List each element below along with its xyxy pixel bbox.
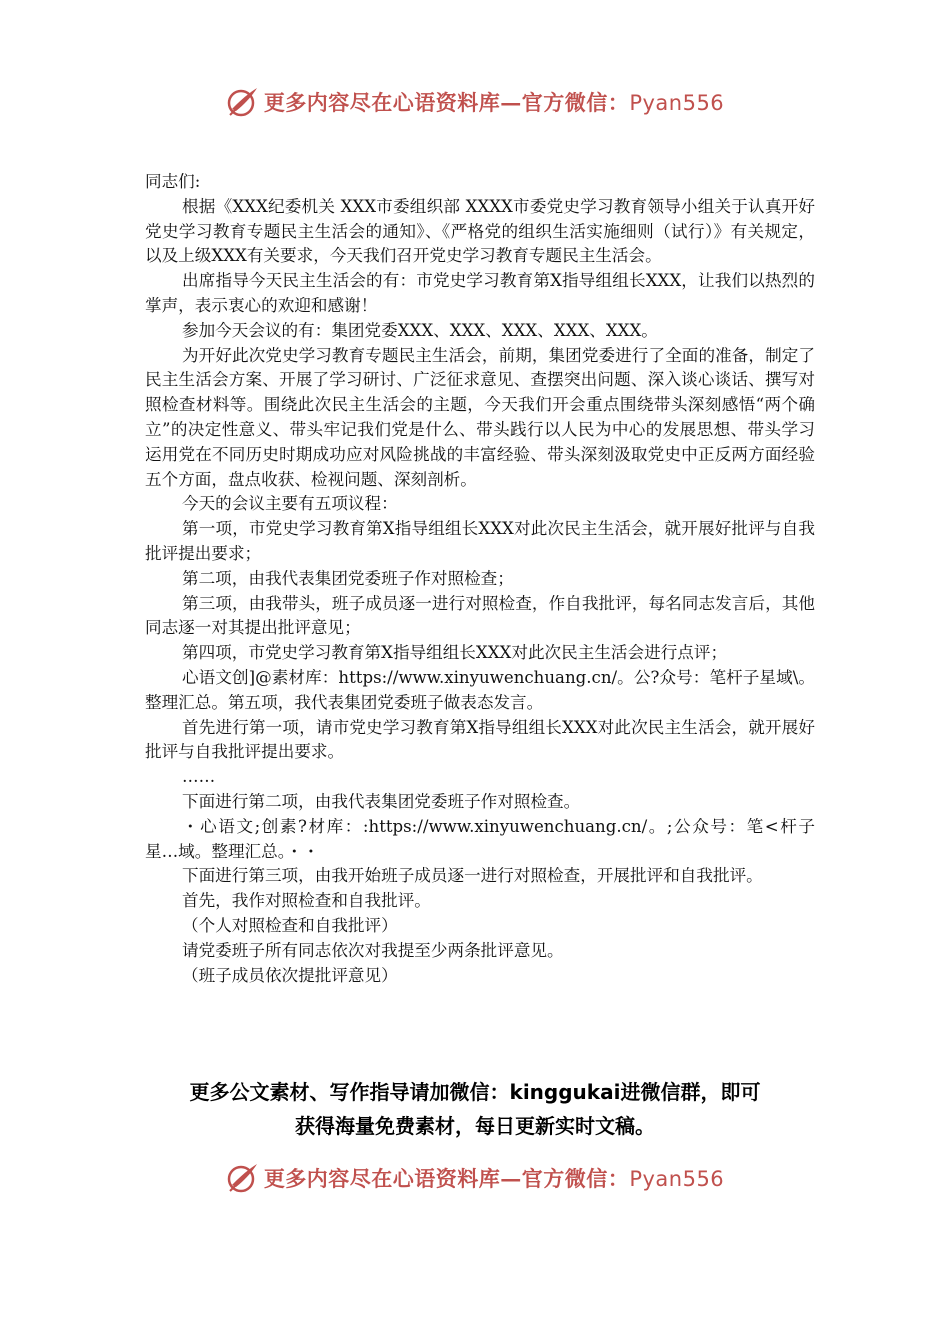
agenda-item: 第一项，市党史学习教育第X指导组组长XXX对此次民主生活会，就开展好批评与自我批评提出要求； [145, 519, 815, 563]
paragraph: 首先，我作对照检查和自我批评。 [182, 891, 431, 911]
paragraph: 下面进行第二项，由我代表集团党委班子作对照检查。 [182, 791, 581, 811]
promo-notice [130, 1075, 820, 1143]
promo-notice-line: 更多公文素材、写作指导请加微信：kinggukai进微信群，即可 [189, 1080, 761, 1104]
quill-pen-logo-icon [226, 1161, 260, 1195]
paragraph: 为开好此次党史学习教育专题民主生活会，前期，集团党委进行了全面的准备，制定了民主生活会方案、开展了学习研讨、广泛征求意见、查摆突出问题、深入谈心谈话、撰写对照检查材料等。围绕此次民主生活会的主题，今天我们开会重点围绕带头深刻感悟“两个确立”的决定性意义、带头牢记我们党是什么、带头践行以人民为中心的发展思想、带头学习运用党在不同历史时期成功应对风险挑战的丰富经验、带头深刻汲取党史中正反两方面经验五个方面，盘点收获、检视问题、深刻剖析。 [145, 345, 815, 489]
document-body [145, 170, 815, 988]
paragraph: （个人对照检查和自我批评） [182, 915, 398, 935]
paragraph: 参加今天会议的有：集团党委XXX、XXX、XXX、XXX、XXX。 [182, 320, 658, 340]
promo-notice-line: 获得海量免费素材，每日更新实时文稿。 [295, 1114, 655, 1138]
paragraph: 首先进行第一项，请市党史学习教育第X指导组组长XXX对此次民主生活会，就开展好批评与自我批评提出要求。 [145, 717, 815, 762]
quill-pen-logo-icon [226, 85, 260, 119]
footer-banner [0, 1158, 950, 1198]
footer-banner-text: 更多内容尽在心语资料库—官方微信：Pyan556 [263, 1166, 725, 1191]
agenda-item: 心语文创]@素材库：https://www.xinyuwenchuang.cn/。公?众号：笔杆子星域\。整理汇总。第五项，我代表集团党委班子做表态发言。 [145, 667, 815, 712]
ellipsis: …… [182, 767, 216, 787]
paragraph: 下面进行第三项，由我开始班子成员逐一进行对照检查，开展批评和自我批评。 [182, 866, 763, 886]
agenda-item: 第二项，由我代表集团党委班子作对照检查； [182, 568, 514, 588]
greeting: 同志们: [145, 172, 201, 191]
header-banner [0, 82, 950, 122]
paragraph: （班子成员依次提批评意见） [182, 965, 398, 985]
paragraph: 出席指导今天民主生活会的有：市党史学习教育第X指导组组长XXX，让我们以热烈的掌声，表示衷心的欢迎和感谢！ [145, 271, 815, 315]
header-banner-text: 更多内容尽在心语资料库—官方微信：Pyan556 [263, 90, 725, 115]
paragraph: 根据《XXX纪委机关 XXX市委组织部 XXXX市委党史学习教育领导小组关于认真开好党史学习教育专题民主生活会的通知》、《严格党的组织生活实施细则（试行）》有关规定，以及上级XXX有关要求，今天我们召开党史学习教育专题民主生活会。 [145, 196, 815, 266]
paragraph: 请党委班子所有同志依次对我提至少两条批评意见。 [182, 940, 564, 960]
paragraph: 今天的会议主要有五项议程： [182, 494, 398, 514]
agenda-item: 第三项，由我带头，班子成员逐一进行对照检查，作自我批评，每名同志发言后，其他同志逐一对其提出批评意见； [145, 593, 815, 638]
agenda-item: 第四项，市党史学习教育第X指导组组长XXX对此次民主生活会进行点评； [182, 643, 728, 663]
paragraph: ・心语文;创素?材库：:https://www.xinyuwenchuang.cn/。;公众号：笔<杆子星…域。整理汇总。・・ [145, 816, 815, 861]
